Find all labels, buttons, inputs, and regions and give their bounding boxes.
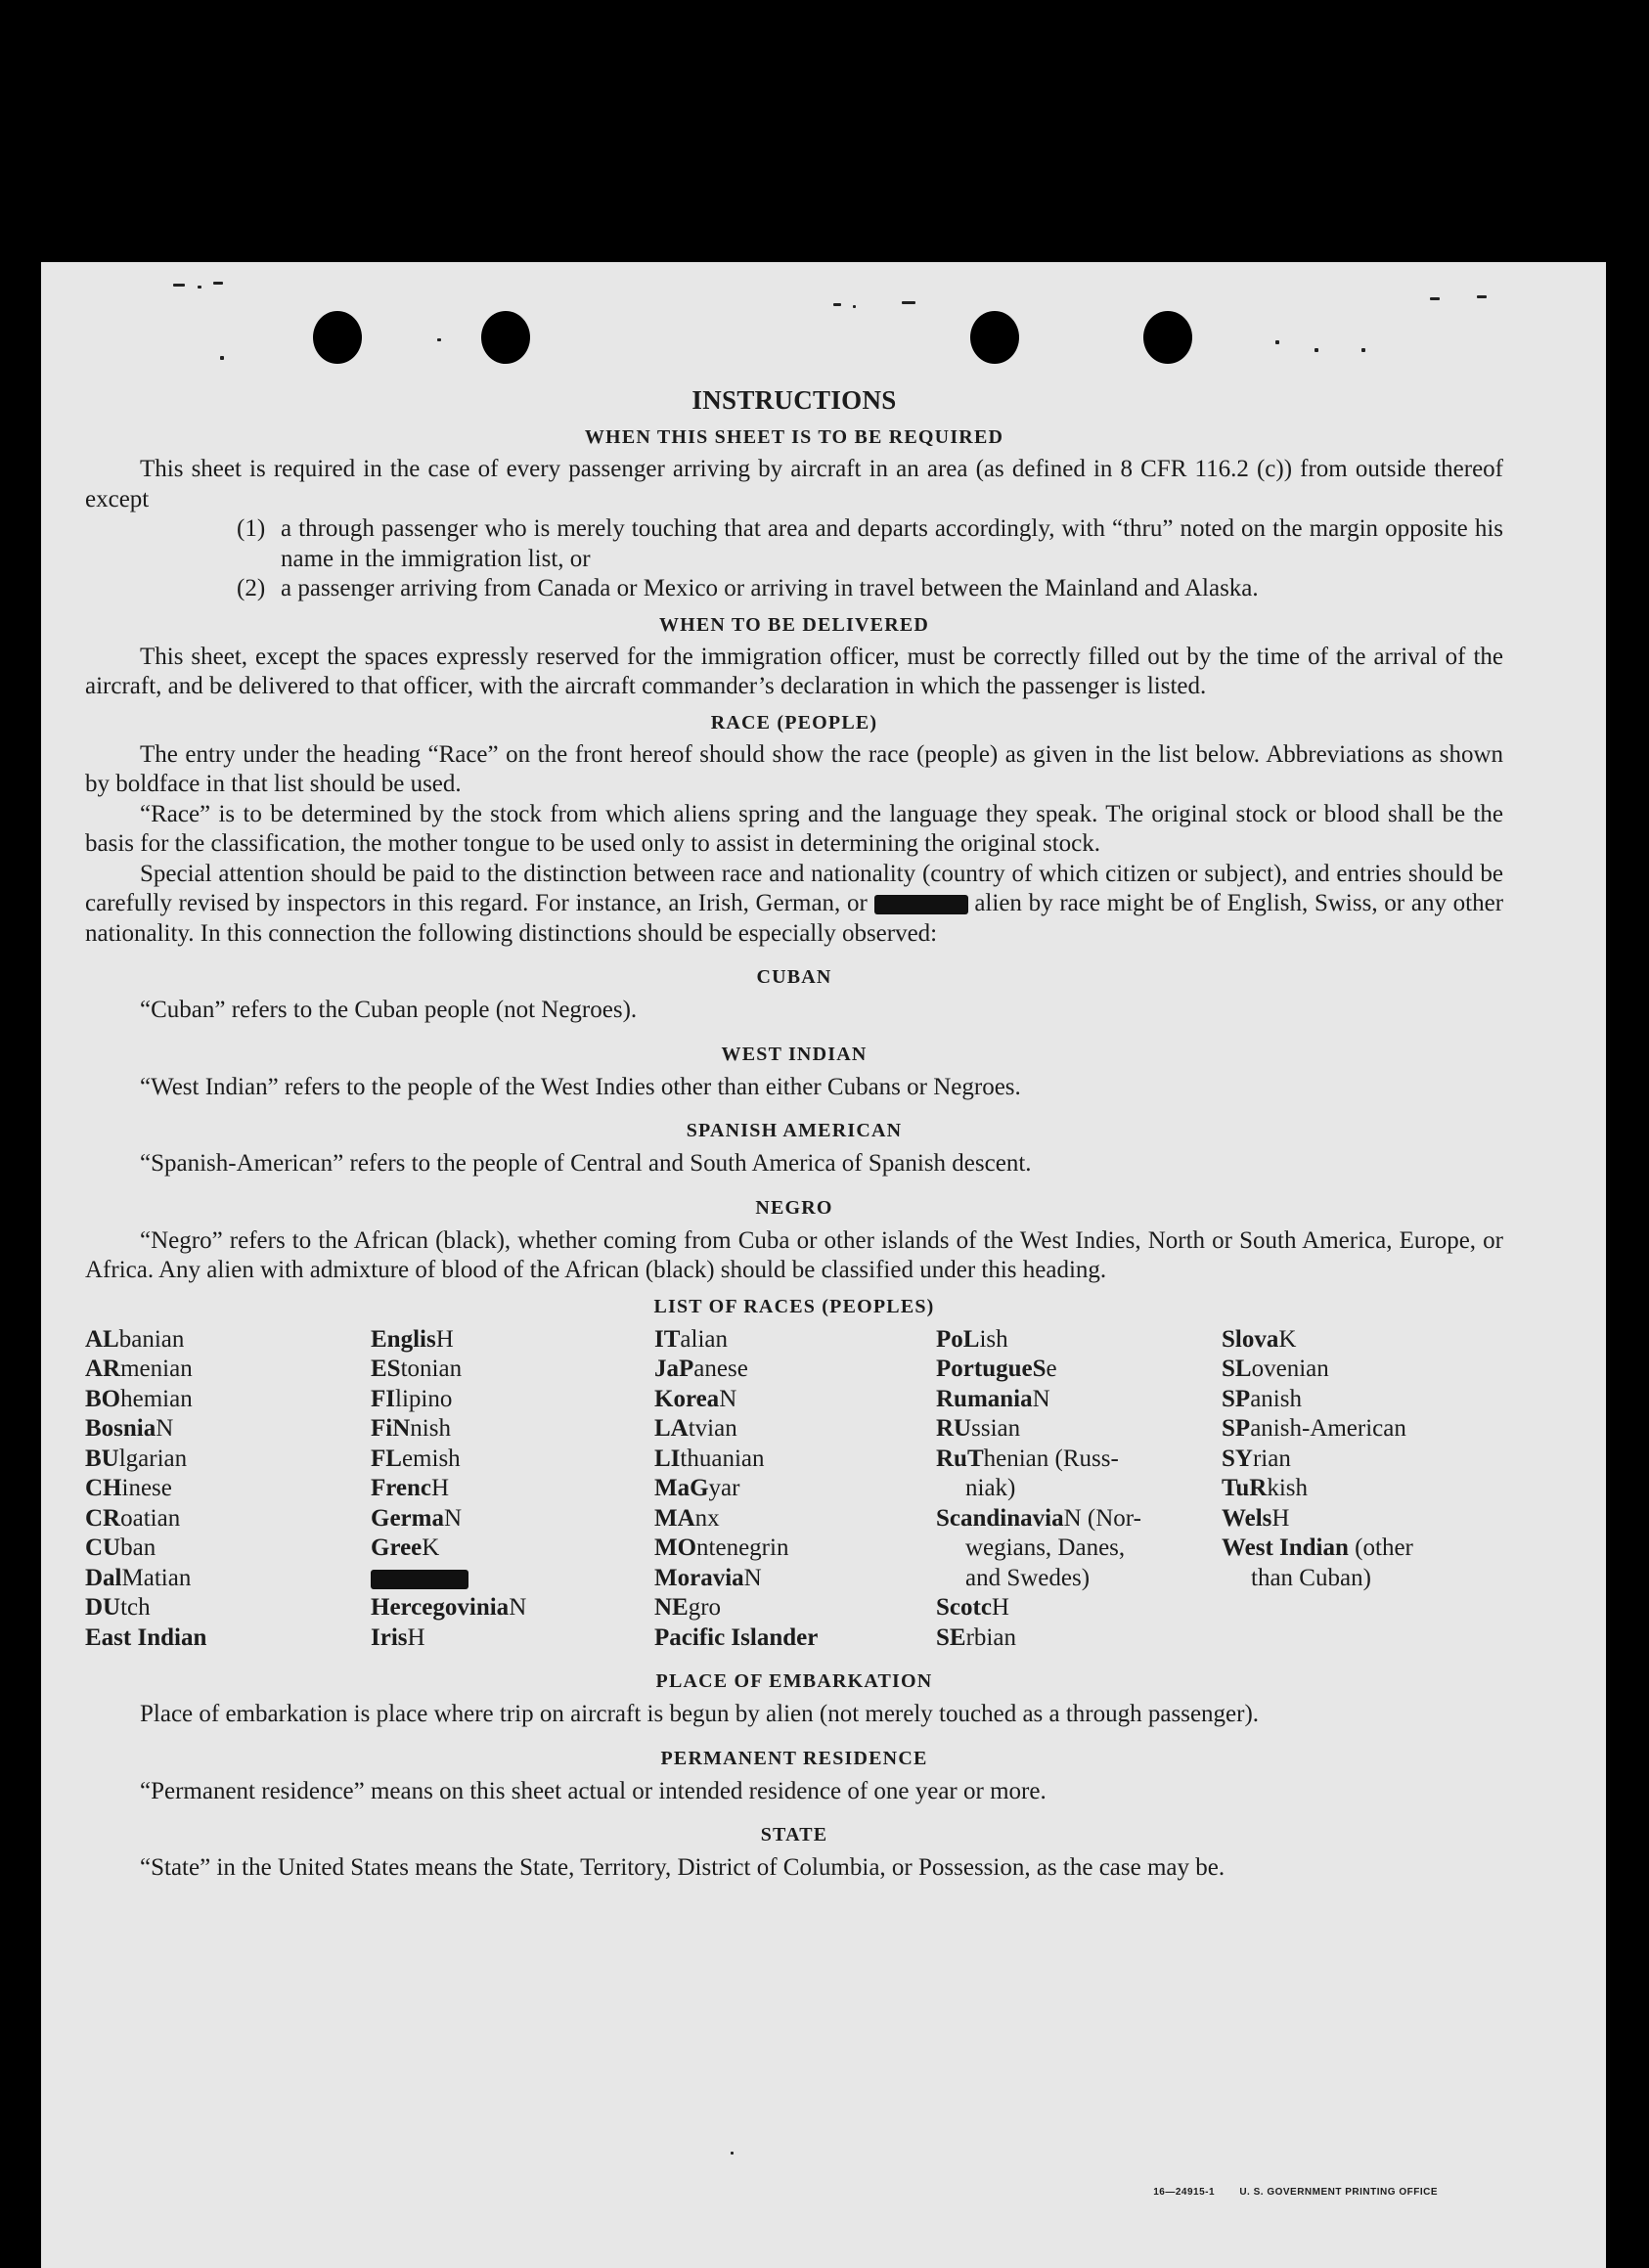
race-item [1222,1414,1466,1445]
race-item [371,1385,654,1415]
race-rest: than Cuban) [1251,1564,1371,1591]
race-rest: ovenian [1251,1356,1329,1382]
race-rest: H [435,1325,454,1353]
race-item [936,1445,1222,1475]
race-rest: yar [708,1475,740,1501]
heading-west-indian: WEST INDIAN [721,1043,868,1065]
paragraph-when-required: This sheet is required in the case of every passenger arriving by aircraft in an area (as defined in 8 CFR 116.2 (c)) from outside thereof except [85,456,1503,512]
race-abbreviation: SP [1222,1385,1251,1412]
race-item [1222,1534,1466,1564]
race-item [936,1593,1222,1623]
item-number: (2) [237,575,266,601]
race-column [654,1325,936,1654]
paragraph-state: “State” in the United States means the State, Territory, District of Columbia, or Possession, as the case may be. [140,1854,1226,1881]
race-item [371,1325,654,1356]
speck-mark [1477,295,1487,298]
race-item [654,1534,936,1564]
race-abbreviation: Hercegovinia [371,1594,510,1621]
race-rest: H [431,1475,450,1501]
race-column [371,1325,654,1654]
race-abbreviation: Bosnia [85,1415,156,1442]
race-item [1222,1355,1466,1385]
race-rest: N [1032,1385,1050,1412]
race-3-before: Special attention should be paid to the distinction between race and nationality (country of which citizen or subject), and entries should be carefully revised by inspectors in this regard. For instance, an Irish, German, or [85,860,1503,916]
race-abbreviation: West Indian [1222,1534,1349,1561]
race-abbreviation: SE [936,1623,966,1651]
redaction-mark [371,1570,468,1589]
paragraph-race-2: “Race” is to be determined by the stock from which aliens spring and the language they speak. The original stock or blood shall be the basis for the classification, the mother tongue to be used only to assist in determining the original stock. [85,800,1503,857]
race-rest: ntenegrin [696,1534,789,1561]
item-text: a passenger arriving from Canada or Mexico or arriving in travel between the Mainland and Alaska. [281,575,1259,601]
race-rest: banian [118,1325,185,1353]
race-abbreviation: SL [1222,1356,1252,1382]
punch-hole [1143,311,1192,364]
race-abbreviation: ES [371,1356,401,1382]
race-rest: (other [1348,1534,1413,1561]
paragraph-race-1: The entry under the heading “Race” on the front hereof should show the race (people) as given in the list below. Abbreviations as shown by boldface in that list should be used. [85,740,1503,797]
race-rest: N [509,1594,527,1621]
race-rest: thuanian [680,1445,765,1472]
race-rest: oatian [120,1504,181,1532]
race-item [85,1564,371,1594]
race-abbreviation: LI [654,1445,681,1472]
race-rest: tch [120,1594,151,1621]
race-abbreviation: PoL [936,1325,980,1353]
race-abbreviation: AL [85,1325,119,1353]
heading-cuban: CUBAN [756,966,832,988]
race-item [654,1593,936,1623]
paragraph-embarkation: Place of embarkation is place where trip on aircraft is begun by alien (not merely touched as a through passenger). [140,1701,1260,1727]
race-abbreviation: IT [654,1325,681,1353]
race-rest: wegians, Danes, [965,1534,1126,1561]
race-item [936,1414,1222,1445]
race-rest: H [407,1623,425,1651]
race-abbreviation: Iris [371,1623,408,1651]
punch-hole [313,311,362,364]
race-item [936,1385,1222,1415]
race-abbreviation: MaG [654,1475,709,1501]
speck-mark [198,286,201,289]
form-number-footer [1153,2187,1438,2198]
race-abbreviation: CU [85,1534,121,1561]
race-item [85,1414,371,1445]
race-rest: nish [410,1415,451,1442]
race-abbreviation: Pacific Islander [654,1623,819,1651]
heading-spanish-american: SPANISH AMERICAN [686,1120,903,1141]
race-item [1222,1385,1466,1415]
speck-mark [437,338,441,341]
race-rest: kish [1267,1475,1309,1501]
race-abbreviation: Rumania [936,1385,1033,1412]
race-abbreviation: BO [85,1385,121,1412]
race-abbreviation: Scotc [936,1594,992,1621]
race-3-after: alien by race might be of English, Swiss, or any other nationality. In this connection the following distinctions should be especially observed: [85,890,1504,947]
race-item [936,1504,1222,1534]
race-rest: H [1271,1504,1290,1532]
race-rest: Matian [121,1564,192,1591]
speck-mark [853,305,856,308]
race-item [371,1593,654,1623]
race-item [85,1623,371,1654]
race-rest: e [1046,1356,1057,1382]
race-rest: hemian [120,1385,193,1412]
race-abbreviation: Englis [371,1325,436,1353]
list-item [85,574,1503,604]
race-abbreviation: SP [1222,1415,1251,1442]
race-item [371,1534,654,1564]
race-item [1222,1564,1466,1594]
heading-state: STATE [760,1824,828,1846]
race-rest: ssian [971,1415,1021,1442]
race-item [85,1385,371,1415]
race-item [936,1355,1222,1385]
race-item [85,1504,371,1534]
race-rest: K [422,1534,440,1561]
race-item [654,1355,936,1385]
heading-when-required: WHEN THIS SHEET IS TO BE REQUIRED [584,426,1004,448]
race-item [85,1534,371,1564]
heading-negro: NEGRO [755,1196,833,1219]
race-rest: alian [680,1325,728,1353]
heading-when-delivered: WHEN TO BE DELIVERED [658,613,930,636]
heading-list-of-races: LIST OF RACES (PEOPLES) [653,1295,935,1317]
race-rest: rian [1252,1445,1291,1472]
race-rest: henian (Russ- [983,1445,1119,1472]
race-item [371,1504,654,1534]
speck-mark [1361,348,1365,352]
race-abbreviation: DU [85,1594,121,1621]
race-abbreviation: PortugueS [936,1356,1047,1382]
race-abbreviation: TuR [1222,1475,1268,1501]
race-rest: K [1278,1325,1297,1353]
race-rest: N [743,1564,762,1591]
race-abbreviation: MO [654,1534,697,1561]
paragraph-west-indian: “West Indian” refers to the people of the West Indies other than either Cubans or Negroes. [140,1073,1021,1100]
race-abbreviation: RU [936,1415,972,1442]
race-item [371,1564,654,1594]
race-abbreviation: East Indian [85,1623,207,1651]
race-item [936,1534,1222,1564]
race-abbreviation: Moravia [654,1564,744,1591]
race-rest: anish-American [1250,1415,1406,1442]
race-abbreviation: Korea [654,1385,720,1412]
race-abbreviation: FI [371,1385,395,1412]
race-item [1222,1325,1466,1356]
race-abbreviation: Germa [371,1504,444,1532]
race-abbreviation: JaP [654,1356,694,1382]
race-column [936,1325,1222,1654]
race-abbreviation: Wels [1222,1504,1272,1532]
race-rest: menian [120,1356,193,1382]
race-rest: rbian [965,1623,1016,1651]
race-rest: emish [401,1445,461,1472]
item-text: a through passenger who is merely touching that area and departs accordingly, with “thru” noted on the margin opposite his name in the immigration list, or [281,515,1503,572]
race-item [936,1474,1222,1504]
race-abbreviation: AR [85,1356,121,1382]
race-abbreviation: NE [654,1594,689,1621]
race-rest: inese [121,1475,172,1501]
speck-mark [1430,297,1440,300]
item-number: (1) [237,515,266,542]
race-rest: H [991,1594,1009,1621]
race-item [85,1593,371,1623]
race-abbreviation: FiN [371,1415,411,1442]
races-list [85,1325,1503,1654]
paragraph-cuban: “Cuban” refers to the Cuban people (not Negroes). [140,997,638,1023]
form-number: 16—24915-1 [1153,2187,1216,2198]
race-rest: lgarian [118,1445,188,1472]
race-abbreviation: RuT [936,1445,984,1472]
race-item [654,1445,936,1475]
race-abbreviation: Gree [371,1534,423,1561]
heading-race: RACE (PEOPLE) [710,711,878,734]
race-rest: N [443,1504,463,1532]
race-rest: N [719,1385,737,1412]
race-abbreviation: Scandinavia [936,1504,1064,1532]
race-column [1222,1325,1466,1654]
race-rest: N [156,1415,174,1442]
race-item [1222,1504,1466,1534]
race-rest: and Swedes) [965,1564,1091,1591]
race-item [936,1325,1222,1356]
speck-mark [731,2152,734,2155]
race-item [1222,1474,1466,1504]
race-rest: ban [120,1534,156,1561]
race-abbreviation: Frenc [371,1475,432,1501]
redaction-mark [874,895,968,914]
race-item [654,1474,936,1504]
document-sheet [41,262,1606,2268]
paragraph-permanent-residence: “Permanent residence” means on this sheet actual or intended residence of one year or more. [140,1777,1047,1804]
race-abbreviation: Dal [85,1564,122,1591]
page-title: INSTRUCTIONS [691,385,897,415]
race-item [371,1355,654,1385]
race-abbreviation: SY [1222,1445,1253,1472]
race-rest: niak) [965,1475,1016,1501]
speck-mark [213,282,223,285]
race-rest: lipino [395,1385,453,1412]
race-abbreviation: CH [85,1475,122,1501]
speck-mark [220,356,224,360]
speck-mark [1315,348,1318,352]
speck-mark [173,284,185,287]
race-rest: N (Nor- [1063,1504,1141,1532]
speck-mark [833,303,841,306]
race-item [1222,1445,1466,1475]
race-item [654,1414,936,1445]
race-item [85,1325,371,1356]
race-item [85,1445,371,1475]
race-item [654,1623,936,1654]
heading-embarkation: PLACE OF EMBARKATION [655,1670,933,1692]
race-abbreviation: Slova [1222,1325,1279,1353]
race-abbreviation: MA [654,1504,695,1532]
race-item [371,1623,654,1654]
list-item [85,514,1503,574]
race-item [371,1414,654,1445]
race-abbreviation: FL [371,1445,402,1472]
printer-name: U. S. GOVERNMENT PRINTING OFFICE [1239,2187,1438,2198]
speck-mark [902,301,915,304]
paragraph-spanish-american: “Spanish-American” refers to the people of Central and South America of Spanish descent. [140,1150,1032,1177]
punch-hole [481,311,530,364]
race-rest: tvian [688,1415,737,1442]
race-rest: gro [688,1594,722,1621]
instructions-content [85,383,1503,1884]
punch-hole [970,311,1019,364]
race-rest: ish [979,1325,1008,1353]
race-item [936,1564,1222,1594]
speck-mark [1275,340,1279,344]
race-item [654,1385,936,1415]
race-item [654,1325,936,1356]
paragraph-when-delivered: This sheet, except the spaces expressly reserved for the immigration officer, must be correctly filled out by the time of the arrival of the aircraft, and be delivered to that officer, with the aircraft commander’s declaration in which the passenger is listed. [85,643,1503,699]
paragraph-negro: “Negro” refers to the African (black), whether coming from Cuba or other islands of the West Indies, North or South America, Europe, or Africa. Any alien with admixture of blood of the African (black) should be classified under this heading. [85,1226,1503,1283]
race-rest: anish [1250,1385,1302,1412]
heading-permanent-residence: PERMANENT RESIDENCE [660,1747,928,1769]
race-item [371,1474,654,1504]
race-item [654,1504,936,1534]
race-item [371,1445,654,1475]
race-abbreviation: BU [85,1445,119,1472]
race-item [85,1355,371,1385]
race-column [85,1325,371,1654]
race-abbreviation: CR [85,1504,121,1532]
race-abbreviation: LA [654,1415,689,1442]
race-rest: tonian [400,1356,463,1382]
race-rest: anese [693,1356,748,1382]
race-item [85,1474,371,1504]
race-item [936,1623,1222,1654]
race-rest: nx [694,1504,720,1532]
race-item [654,1564,936,1594]
paragraph-race-3 [85,860,1503,950]
